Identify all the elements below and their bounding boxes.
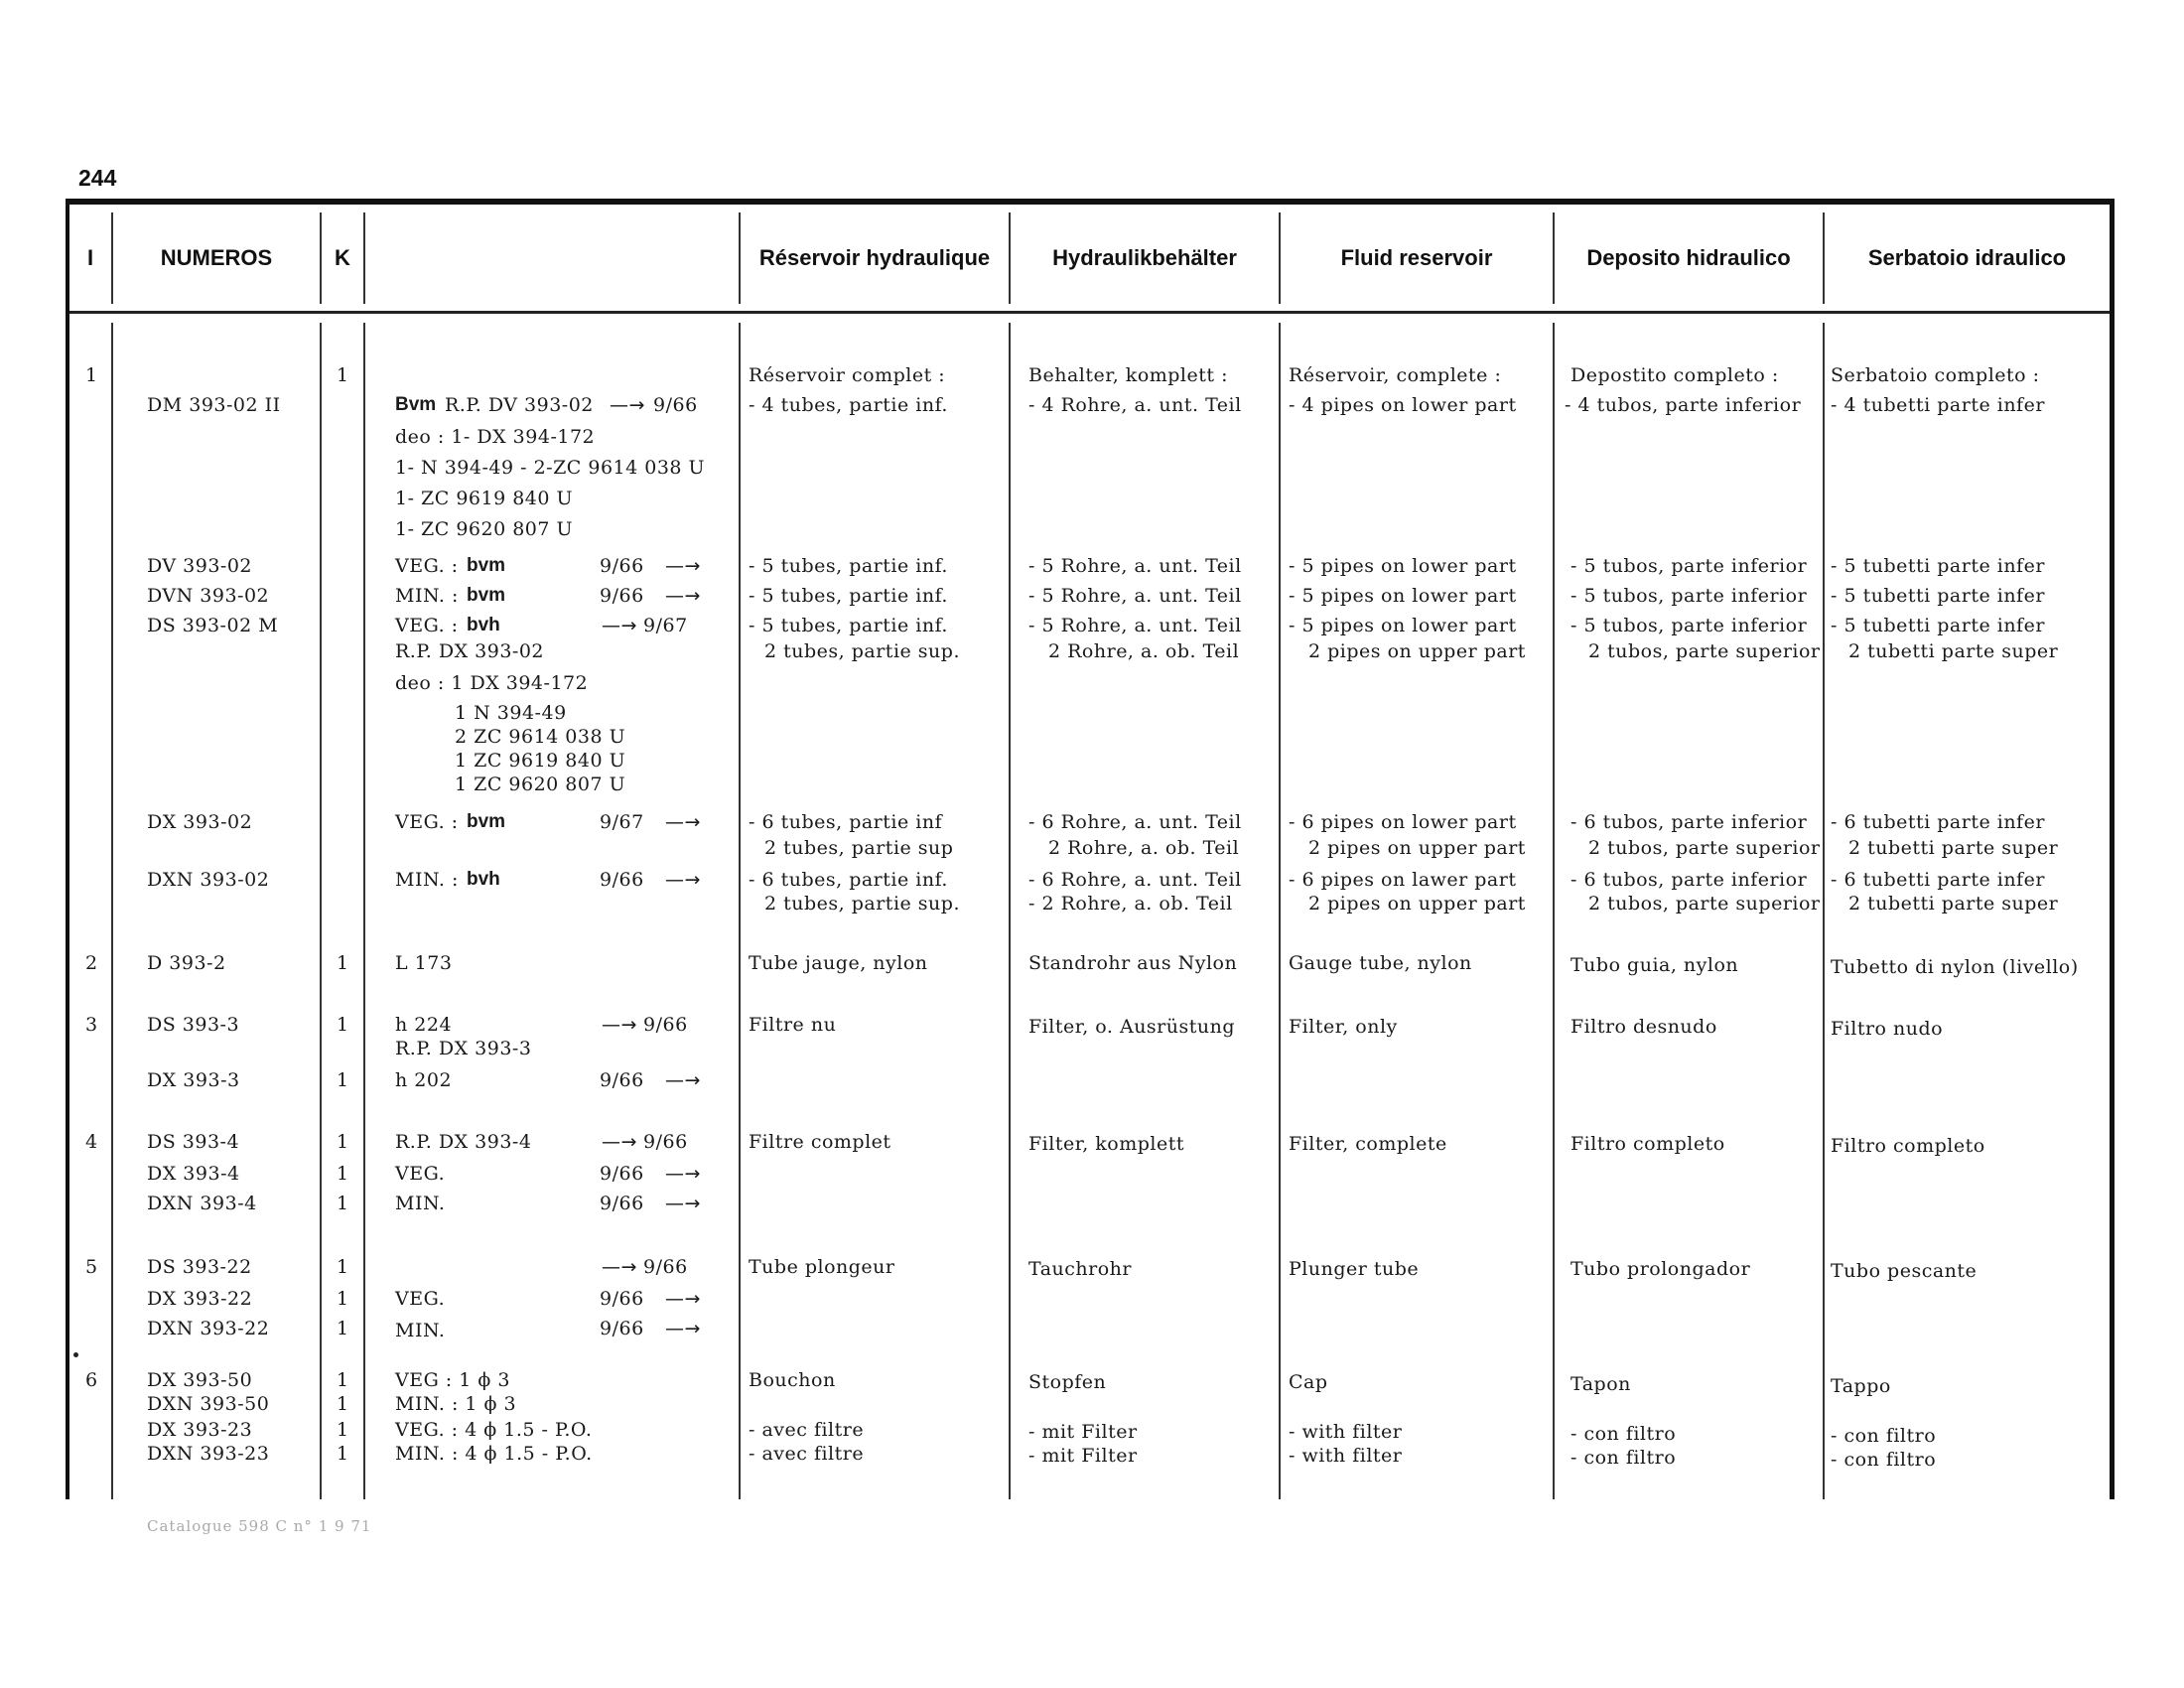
desc-es: - con filtro xyxy=(1570,1423,1677,1445)
quantity: 1 xyxy=(337,1419,349,1441)
spec: MIN. : xyxy=(395,869,459,891)
date: 9/66 xyxy=(643,1256,688,1278)
desc-it: - 5 tubetti parte infer xyxy=(1831,555,2045,577)
part-number: DV 393-02 xyxy=(147,555,253,577)
desc-fr: - 5 tubes, partie inf. xyxy=(749,585,948,607)
spec: MIN. xyxy=(395,1193,446,1214)
desc-es: - 5 tubos, parte inferior xyxy=(1570,615,1808,636)
quantity: 1 xyxy=(337,1443,349,1465)
desc-fr: Filtre nu xyxy=(749,1014,837,1036)
desc-de: 2 Rohre, a. ob. Teil xyxy=(1048,640,1240,662)
desc-de: Stopfen xyxy=(1028,1371,1107,1393)
spec: MIN. xyxy=(395,1320,446,1341)
desc-fr: 2 tubes, partie sup xyxy=(764,837,954,859)
deo-line: 1 ZC 9619 840 U xyxy=(455,750,626,772)
desc-fr: - 6 tubes, partie inf xyxy=(749,811,943,833)
arrow-icon: —→ xyxy=(665,811,701,833)
spec: VEG. xyxy=(395,1288,446,1310)
header-fr: Réservoir hydraulique xyxy=(758,245,991,270)
desc-it: Filtro nudo xyxy=(1831,1018,1944,1040)
desc-en: - 5 pipes on lower part xyxy=(1289,615,1517,636)
spec: VEG. : 4 ϕ 1.5 - P.O. xyxy=(395,1419,593,1441)
date: 9/66 xyxy=(600,1318,644,1339)
desc-fr: - 5 tubes, partie inf. xyxy=(749,555,948,577)
col-divider xyxy=(739,323,741,1499)
desc-de: Standrohr aus Nylon xyxy=(1028,952,1238,974)
desc-fr: - avec filtre xyxy=(749,1419,865,1441)
col-divider xyxy=(111,323,113,1499)
spec-bold: bvm xyxy=(467,811,506,832)
desc-it: Serbatoio completo : xyxy=(1831,364,2040,386)
col-divider xyxy=(1009,323,1011,1499)
spec: VEG. xyxy=(395,1163,446,1185)
desc-it: Tubo pescante xyxy=(1831,1260,1978,1282)
col-divider xyxy=(320,323,322,1499)
date: 9/66 xyxy=(653,394,698,416)
date: 9/66 xyxy=(600,1288,644,1310)
spec: MIN. : 1 ϕ 3 xyxy=(395,1393,517,1415)
spec: VEG. : xyxy=(395,555,459,577)
desc-es: Filtro completo xyxy=(1570,1133,1725,1155)
desc-it: 2 tubetti parte super xyxy=(1848,837,2059,859)
desc-de: - mit Filter xyxy=(1028,1421,1138,1443)
desc-es: - 5 tubos, parte inferior xyxy=(1570,555,1808,577)
arrow-icon: —→ xyxy=(665,1288,701,1310)
col-divider xyxy=(1823,323,1825,1499)
desc-es: - con filtro xyxy=(1570,1447,1677,1469)
date: 9/66 xyxy=(600,869,644,891)
quantity: 1 xyxy=(337,1256,349,1278)
desc-it: 2 tubetti parte super xyxy=(1848,640,2059,662)
desc-en: 2 pipes on upper part xyxy=(1308,640,1526,662)
arrow-icon: —→ xyxy=(665,1163,701,1185)
desc-en: - 4 pipes on lower part xyxy=(1289,394,1517,416)
desc-en: - 5 pipes on lower part xyxy=(1289,585,1517,607)
item-number: 3 xyxy=(85,1014,98,1036)
date: 9/66 xyxy=(600,1163,644,1185)
arrow-icon: —→ xyxy=(665,555,701,577)
part-number: DXN 393-50 xyxy=(147,1393,270,1415)
header-de: Hydraulikbehälter xyxy=(1052,245,1237,270)
item-number: 4 xyxy=(85,1131,98,1153)
desc-it: Tubetto di nylon (livello) xyxy=(1831,956,2079,978)
part-number: DS 393-3 xyxy=(147,1014,240,1036)
part-number: DX 393-23 xyxy=(147,1419,253,1441)
desc-fr: 2 tubes, partie sup. xyxy=(764,640,960,662)
arrow-icon: —→ xyxy=(602,615,637,636)
quantity: 1 xyxy=(337,1163,349,1185)
desc-it: 2 tubetti parte super xyxy=(1848,893,2059,914)
date: 9/67 xyxy=(643,615,688,636)
desc-de: Filter, komplett xyxy=(1028,1133,1185,1155)
col-divider xyxy=(363,323,365,1499)
catalogue-footer: Catalogue 598 C n° 1 9 71 xyxy=(147,1517,372,1535)
desc-fr: - 5 tubes, partie inf. xyxy=(749,615,948,636)
quantity: 1 xyxy=(337,1288,349,1310)
desc-de: Tauchrohr xyxy=(1028,1258,1132,1280)
deo-line: deo : 1- DX 394-172 xyxy=(395,426,596,448)
desc-it: - 6 tubetti parte infer xyxy=(1831,869,2045,891)
desc-en: Cap xyxy=(1289,1371,1328,1393)
arrow-icon: —→ xyxy=(602,1014,637,1036)
arrow-icon: —→ xyxy=(602,1131,637,1153)
spec: MIN. : 4 ϕ 1.5 - P.O. xyxy=(395,1443,593,1465)
date: 9/67 xyxy=(600,811,644,833)
quantity: 1 xyxy=(337,1318,349,1339)
arrow-icon: —→ xyxy=(665,1193,701,1214)
arrow-icon: —→ xyxy=(665,585,701,607)
desc-es: 2 tubos, parte superior xyxy=(1588,640,1821,662)
part-number: DX 393-50 xyxy=(147,1369,253,1391)
quantity: 1 xyxy=(337,1014,349,1036)
header-it: Serbatoio idraulico xyxy=(1867,245,2067,270)
desc-fr: Filtre complet xyxy=(749,1131,891,1153)
date: 9/66 xyxy=(643,1014,688,1036)
header-divider xyxy=(69,311,2110,314)
desc-de: - 6 Rohre, a. unt. Teil xyxy=(1028,811,1242,833)
item-number: 2 xyxy=(85,952,98,974)
arrow-icon: —→ xyxy=(602,1256,637,1278)
spec: R.P. DV 393-02 xyxy=(445,394,594,416)
spec: L 173 xyxy=(395,952,453,974)
desc-de: - 2 Rohre, a. ob. Teil xyxy=(1028,893,1233,914)
deo-line: 1 ZC 9620 807 U xyxy=(455,774,626,795)
desc-it: - con filtro xyxy=(1831,1425,1937,1447)
desc-de: Behalter, komplett : xyxy=(1028,364,1228,386)
desc-es: 2 tubos, parte superior xyxy=(1588,893,1821,914)
desc-en: 2 pipes on upper part xyxy=(1308,893,1526,914)
desc-it: Filtro completo xyxy=(1831,1135,1985,1157)
quantity: 1 xyxy=(337,1193,349,1214)
desc-fr: - 6 tubes, partie inf. xyxy=(749,869,948,891)
desc-es: - 4 tubos, parte inferior xyxy=(1565,394,1802,416)
desc-en: - 6 pipes on lawer part xyxy=(1289,869,1517,891)
spec: h 202 xyxy=(395,1069,453,1091)
desc-en: - with filter xyxy=(1289,1445,1403,1467)
desc-en: Plunger tube xyxy=(1289,1258,1420,1280)
quantity: 1 xyxy=(337,1393,349,1415)
desc-it: - 5 tubetti parte infer xyxy=(1831,585,2045,607)
desc-en: - 6 pipes on lower part xyxy=(1289,811,1517,833)
desc-de: - 5 Rohre, a. unt. Teil xyxy=(1028,585,1242,607)
spec: R.P. DX 393-3 xyxy=(395,1038,532,1059)
part-number: DXN 393-02 xyxy=(147,869,270,891)
desc-en: Réservoir, complete : xyxy=(1289,364,1502,386)
quantity: 1 xyxy=(337,1369,349,1391)
deo-line: 1 N 394-49 xyxy=(455,702,567,724)
desc-es: - 5 tubos, parte inferior xyxy=(1570,585,1808,607)
spec: R.P. DX 393-02 xyxy=(395,640,545,662)
desc-fr: - avec filtre xyxy=(749,1443,865,1465)
header-es: Deposito hidraulico xyxy=(1586,245,1791,270)
desc-es: - 6 tubos, parte inferior xyxy=(1570,869,1808,891)
desc-en: Filter, complete xyxy=(1289,1133,1447,1155)
desc-es: Depostito completo : xyxy=(1570,364,1779,386)
desc-de: - mit Filter xyxy=(1028,1445,1138,1467)
part-number: D 393-2 xyxy=(147,952,226,974)
quantity: 1 xyxy=(337,364,349,386)
item-number: 5 xyxy=(85,1256,98,1278)
spec: VEG. : xyxy=(395,615,459,636)
deo-line: deo : 1 DX 394-172 xyxy=(395,672,589,694)
desc-de: - 5 Rohre, a. unt. Teil xyxy=(1028,615,1242,636)
desc-it: Tappo xyxy=(1831,1375,1891,1397)
date: 9/66 xyxy=(643,1131,688,1153)
date: 9/66 xyxy=(600,585,644,607)
header-numeros: NUMEROS xyxy=(160,245,273,270)
part-number: DM 393-02 II xyxy=(147,394,281,416)
spec-bold: bvm xyxy=(467,585,506,606)
desc-en: 2 pipes on upper part xyxy=(1308,837,1526,859)
part-number: DXN 393-23 xyxy=(147,1443,270,1465)
item-number: 1 xyxy=(85,364,98,386)
desc-en: Filter, only xyxy=(1289,1016,1398,1038)
part-number: DX 393-22 xyxy=(147,1288,253,1310)
deo-line: 2 ZC 9614 038 U xyxy=(455,726,626,748)
table-frame-top xyxy=(66,199,2113,205)
desc-en: - 5 pipes on lower part xyxy=(1289,555,1517,577)
spec: R.P. DX 393-4 xyxy=(395,1131,532,1153)
quantity: 1 xyxy=(337,952,349,974)
part-number: DS 393-02 M xyxy=(147,615,279,636)
deo-line: 1- ZC 9619 840 U xyxy=(395,488,574,509)
arrow-icon: —→ xyxy=(665,1069,701,1091)
table-frame-right xyxy=(2110,199,2115,1499)
header-en: Fluid reservoir xyxy=(1340,245,1493,270)
date: 9/66 xyxy=(600,1193,644,1214)
spec-bold: Bvm xyxy=(395,394,437,415)
spec: h 224 xyxy=(395,1014,453,1036)
desc-es: - 6 tubos, parte inferior xyxy=(1570,811,1808,833)
desc-it: - con filtro xyxy=(1831,1449,1937,1471)
desc-es: Tapon xyxy=(1570,1373,1631,1395)
col-divider xyxy=(1279,323,1281,1499)
page-number: 244 xyxy=(78,165,117,191)
table-frame-left xyxy=(66,199,69,1499)
col-divider xyxy=(363,212,365,304)
spec-bold: bvh xyxy=(467,615,500,635)
desc-it: - 4 tubetti parte infer xyxy=(1831,394,2045,416)
desc-es: 2 tubos, parte superior xyxy=(1588,837,1821,859)
header-k: K xyxy=(335,245,350,270)
bullet-mark xyxy=(73,1352,78,1357)
desc-es: Tubo prolongador xyxy=(1570,1258,1751,1280)
part-number: DX 393-02 xyxy=(147,811,253,833)
part-number: DXN 393-4 xyxy=(147,1193,257,1214)
part-number: DX 393-4 xyxy=(147,1163,240,1185)
col-divider xyxy=(1553,323,1555,1499)
part-number: DXN 393-22 xyxy=(147,1318,270,1339)
date: 9/66 xyxy=(600,1069,644,1091)
part-number: DVN 393-02 xyxy=(147,585,270,607)
quantity: 1 xyxy=(337,1131,349,1153)
header-item: I xyxy=(86,245,94,270)
desc-de: - 6 Rohre, a. unt. Teil xyxy=(1028,869,1242,891)
desc-it: - 5 tubetti parte infer xyxy=(1831,615,2045,636)
arrow-icon: —→ xyxy=(665,869,701,891)
date: 9/66 xyxy=(600,555,644,577)
desc-fr: 2 tubes, partie sup. xyxy=(764,893,960,914)
spec: MIN. : xyxy=(395,585,459,607)
deo-line: 1- ZC 9620 807 U xyxy=(395,518,574,540)
spec: VEG : 1 ϕ 3 xyxy=(395,1369,510,1391)
arrow-icon: —→ xyxy=(610,394,645,416)
desc-fr: Tube plongeur xyxy=(749,1256,895,1278)
desc-es: Filtro desnudo xyxy=(1570,1016,1717,1038)
desc-en: Gauge tube, nylon xyxy=(1289,952,1472,974)
quantity: 1 xyxy=(337,1069,349,1091)
desc-de: Filter, o. Ausrüstung xyxy=(1028,1016,1236,1038)
desc-fr: Tube jauge, nylon xyxy=(749,952,928,974)
part-number: DX 393-3 xyxy=(147,1069,240,1091)
desc-de: - 5 Rohre, a. unt. Teil xyxy=(1028,555,1242,577)
spec: VEG. : xyxy=(395,811,459,833)
item-number: 6 xyxy=(85,1369,98,1391)
spec-bold: bvh xyxy=(467,869,500,890)
part-number: DS 393-4 xyxy=(147,1131,240,1153)
desc-de: - 4 Rohre, a. unt. Teil xyxy=(1028,394,1242,416)
desc-fr: - 4 tubes, partie inf. xyxy=(749,394,948,416)
spec-bold: bvm xyxy=(467,555,506,576)
part-number: DS 393-22 xyxy=(147,1256,252,1278)
desc-it: - 6 tubetti parte infer xyxy=(1831,811,2045,833)
desc-fr: Bouchon xyxy=(749,1369,836,1391)
deo-line: 1- N 394-49 - 2-ZC 9614 038 U xyxy=(395,457,706,479)
arrow-icon: —→ xyxy=(665,1318,701,1339)
desc-de: 2 Rohre, a. ob. Teil xyxy=(1048,837,1240,859)
desc-es: Tubo guia, nylon xyxy=(1570,954,1739,976)
desc-fr: Réservoir complet : xyxy=(749,364,946,386)
desc-en: - with filter xyxy=(1289,1421,1403,1443)
